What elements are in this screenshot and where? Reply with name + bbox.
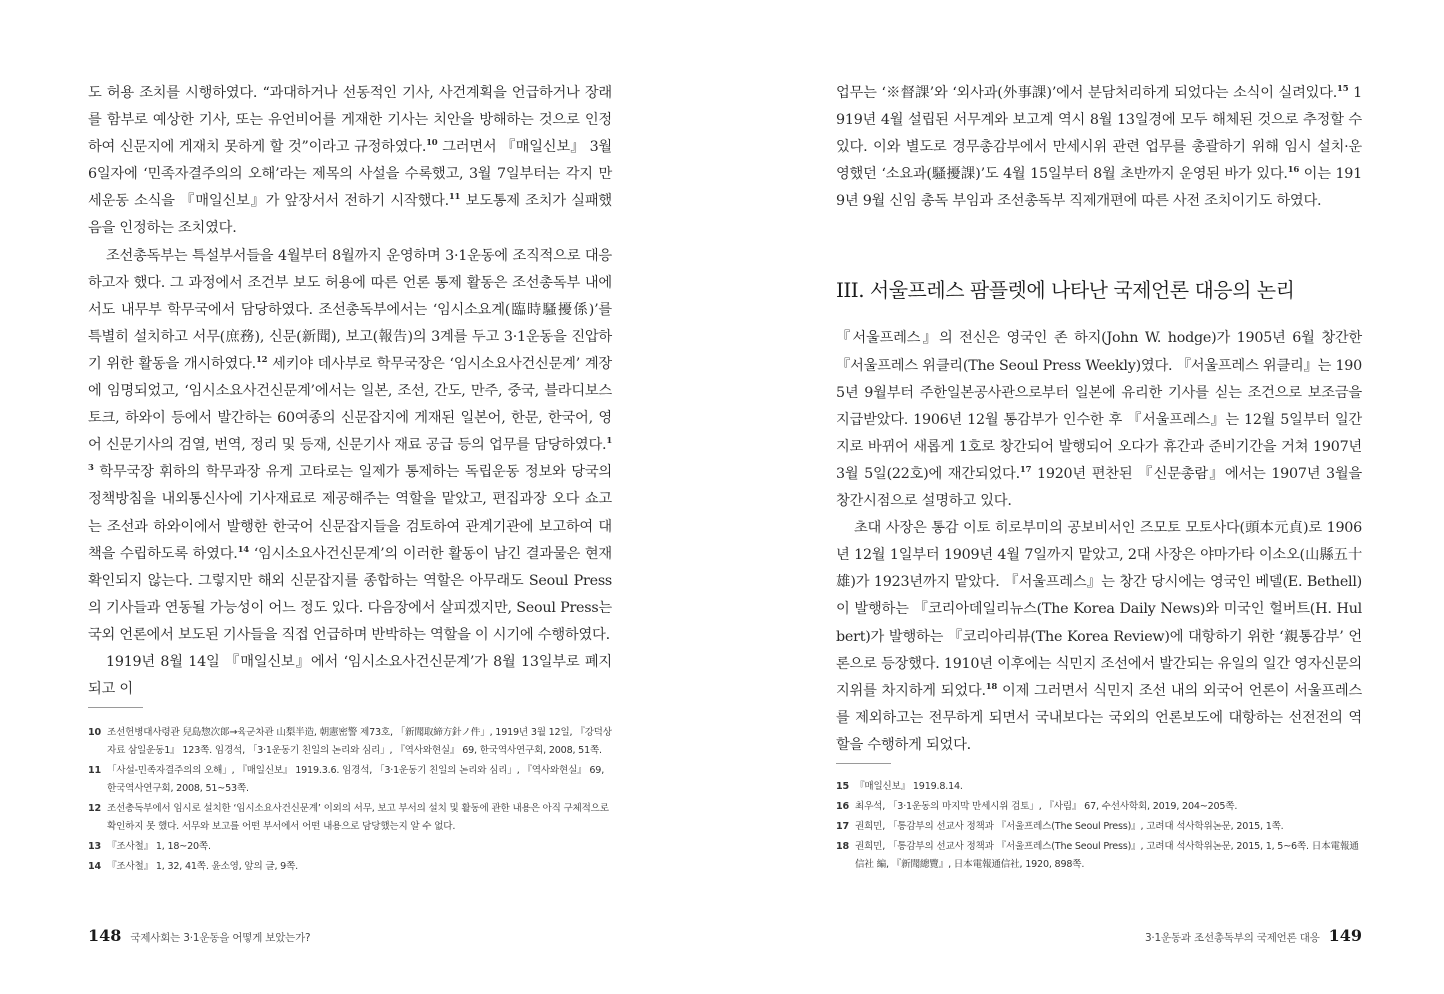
footnote-ref[interactable]: 12 bbox=[255, 355, 268, 366]
footnote bbox=[88, 724, 612, 760]
footnote bbox=[88, 762, 612, 798]
footnote-text: 권희민, 「통감부의 선교사 정책과 『서울프레스(The Seoul Press)』, 고려대 석사학위논문, 2015, 1, 5~6쪽. 日本電報通信社 編, 『新聞總覽』, 日本電報通信社, 1920, 898쪽. bbox=[855, 841, 1359, 870]
footnote-text: 최우석, 「3·1운동의 마지막 만세시위 검토」, 『사림』 67, 수선사학회, 2019, 204~205쪽. bbox=[855, 801, 1238, 812]
paragraph bbox=[88, 243, 612, 649]
text-run: 보도통제 조치가 실패했음을 인정하는 조치였다. bbox=[88, 193, 612, 237]
text-run: 학무국장 휘하의 학무과장 유게 고타로는 일제가 통제하는 독립운동 정보와 당국의 정책방침을 내외통신사에 기사재료로 제공해주는 역할을 맡았고, 편집과장 오다 쇼고는 조선과 하와이에서 발행한 한국어 신문잡지들을 검토하여 관계기관에 보고하여 대책을 수립하도록 하였다. bbox=[88, 464, 612, 562]
footnote-text: 권희민, 「통감부의 선교사 정책과 『서울프레스(The Seoul Press)』, 고려대 석사학위논문, 2015, 1쪽. bbox=[855, 821, 1284, 832]
footnote-ref[interactable]: 15 bbox=[1337, 84, 1349, 95]
footnote-ref[interactable]: 17 bbox=[1019, 465, 1032, 476]
text-run: 조선총독부는 특설부서들을 4월부터 8월까지 운영하며 3·1운동에 조직적으로 대응하고자 했다. 그 과정에서 조건부 보도 허용에 따른 언론 통제 활동은 조선총독부 내에서도 내무부 학무국에서 담당하였다. 조선총독부에서는 ‘임시소요계(臨時騷擾係)’를 특별히 설치하고 서무(庶務), 신문(新聞), 보고(報告)의 3계를 두고 3·1운동을 진압하기 위한 활동을 개시하였다. bbox=[88, 247, 612, 372]
footnote-text: 조선헌병대사령관 兒島惣次郞→육군차관 山梨半造, 朝憲密警 제73호, 「新聞取締方針ノ件」, 1919년 3월 12일, 『강덕상자료 삼일운동1』 123쪽. 임경석, 「3·1운동기 친일의 논리와 심리」, 『역사와현실』 69, 한국역사연구회, 2008, 51쪽. bbox=[107, 727, 612, 756]
paragraph bbox=[88, 80, 612, 243]
text-run: 이는 1919년 9월 신임 총독 부임과 조선총독부 직제개편에 따른 사전 조치이기도 하였다. bbox=[836, 166, 1362, 210]
footnote-ref[interactable]: 16 bbox=[1287, 165, 1300, 176]
footnote bbox=[836, 838, 1362, 874]
right-body-text bbox=[836, 80, 1362, 759]
footnote-number: 10 bbox=[88, 727, 101, 738]
footnote-number: 14 bbox=[88, 861, 101, 872]
text-run: 초대 사장은 통감 이토 히로부미의 공보비서인 즈모토 모토사다(頭本元貞)로 1906년 12월 1일부터 1909년 4월 7일까지 맡았고, 2대 사장은 야마가타 이소오(山縣五十雄)가 1923년까지 맡았다. 『서울프레스』는 창간 당시에는 영국인 베델(E. Bethell)이 발행하는 『코리아데일리뉴스(The Korea Daily News)와 미국인 헐버트(H. Hulbert)가 발행하는 『코리아리뷰(The Korea Review)에 대항하기 위한 ‘親통감부’ 언론으로 등장했다. 1910년 이후에는 식민지 조선에서 발간되는 유일의 일간 영자신문의 지위를 차지하게 되었다. bbox=[836, 520, 1362, 699]
footnote bbox=[836, 798, 1362, 816]
running-head: 국제사회는 3·1운동을 어떻게 보았는가? bbox=[130, 932, 311, 944]
right-footnotes bbox=[836, 778, 1362, 876]
right-footer bbox=[1145, 926, 1362, 948]
paragraph bbox=[88, 649, 612, 703]
footnote-number: 16 bbox=[836, 801, 849, 812]
footnote-text: 『조사철』 1, 18~20쪽. bbox=[107, 841, 211, 852]
page-number: 149 bbox=[1328, 926, 1362, 945]
footnote-text: 「사설-민족자결주의의 오해」, 『매일신보』 1919.3.6. 임경석, 「3·1운동기 친일의 논리와 심리」, 『역사와현실』 69, 한국역사연구회, 2008, 51~53쪽. bbox=[107, 765, 605, 794]
section-heading: III. 서울프레스 팜플렛에 나타난 국제언론 대응의 논리 bbox=[836, 278, 1295, 303]
left-footer bbox=[88, 926, 310, 948]
right-body-bottom bbox=[836, 325, 1362, 759]
paragraph bbox=[836, 515, 1362, 759]
footnote bbox=[836, 778, 1362, 796]
footnote-number: 17 bbox=[836, 821, 849, 832]
text-run: 도 허용 조치를 시행하였다. “과대하거나 선동적인 기사, 사건계획을 언급하거나 장래를 함부로 예상한 기사, 또는 유언비어를 게재한 기사는 치안을 방해하는 것으로 인정하여 신문지에 게재치 못하게 할 것”이라고 규정하였다. bbox=[88, 85, 612, 156]
footnote-text: 『조사철』 1, 32, 41쪽. 윤소영, 앞의 글, 9쪽. bbox=[107, 861, 298, 872]
text-run: 업무는 ‘※督課’와 ‘외사과(外事課)’에서 분담처리하게 되었다는 소식이 실려있다. bbox=[836, 85, 1338, 101]
page-number: 148 bbox=[88, 926, 122, 945]
paragraph bbox=[836, 80, 1362, 215]
footnote-text: 『매일신보』 1919.8.14. bbox=[855, 781, 963, 792]
text-run: 세키야 데사부로 학무국장은 ‘임시소요사건신문계’ 계장에 임명되었고, ‘임시소요사건신문계’에서는 일본, 조선, 간도, 만주, 중국, 블라디보스토크, 하와이 등에서 발간하는 60여종의 신문잡지에 게재된 일본어, 한문, 한국어, 영어 신문기사의 검열, 번역, 정리 및 등재, 신문기사 재료 공급 등의 업무를 담당하였다. bbox=[88, 355, 612, 454]
footnote bbox=[88, 800, 612, 836]
paragraph bbox=[836, 325, 1362, 515]
left-footnotes bbox=[88, 724, 612, 878]
text-run: 1919년 8월 14일 『매일신보』에서 ‘임시소요사건신문계’가 8월 13일부로 폐지되고 이 bbox=[88, 653, 612, 698]
footnote-number: 11 bbox=[88, 765, 101, 776]
text-run: 1920년 편찬된 『신문총람』에서는 1907년 3월을 창간시점으로 설명하고 있다. bbox=[836, 465, 1362, 510]
footnote-ref[interactable]: 10 bbox=[426, 138, 438, 149]
footnote-divider bbox=[88, 707, 143, 708]
text-run: 『서울프레스』의 전신은 영국인 존 하지(John W. hodge)가 1905년 6월 창간한 『서울프레스 위클리(The Seoul Press Weekly)였다. 『서울프레스 위클리』는 1905년 9월부터 주한일본공사관으로부터 일본에 유리한 기사를 싣는 조건으로 보조금을 지급받았다. 1906년 12월 통감부가 인수한 후 『서울프레스』는 12월 5일부터 일간지로 바뀌어 새롭게 1호로 창간되어 발행되어 오다가 휴간과 준비기간을 거쳐 1907년 3월 5일(22호)에 재간되었다. bbox=[836, 330, 1362, 482]
footnote-number: 18 bbox=[836, 841, 849, 852]
footnote bbox=[88, 838, 612, 856]
text-run: ‘임시소요사건신문계’의 이러한 활동이 남긴 결과물은 현재 확인되지 않는다. 그렇지만 해외 신문잡지를 종합하는 역할은 아무래도 Seoul Press의 기사들과 연동될 가능성이 어느 정도 있다. 다음장에서 살피겠지만, Seoul Press는 국외 언론에서 보도된 기사들을 직접 언급하며 반박하는 역할을 이 시기에 수행하였다. bbox=[88, 545, 612, 643]
footnote-number: 15 bbox=[836, 781, 849, 792]
text-run: 1919년 4월 설립된 서무계와 보고계 역시 8월 13일경에 모두 해체된 것으로 추정할 수 있다. 이와 별도로 경무총감부에서 만세시위 관련 업무를 총괄하기 위해 임시 설치·운영했던 ‘소요과(騷擾課)’도 4월 15일부터 8월 초반까지 운영된 바가 있다. bbox=[836, 85, 1362, 183]
right-body-top bbox=[836, 80, 1362, 215]
footnote-ref[interactable]: 13 bbox=[88, 436, 612, 474]
footnote-ref[interactable]: 18 bbox=[985, 681, 998, 692]
left-body-text bbox=[88, 80, 612, 703]
footnote-number: 13 bbox=[88, 841, 101, 852]
footnote-ref[interactable]: 11 bbox=[448, 192, 461, 203]
right-page bbox=[722, 0, 1444, 994]
footnote-divider bbox=[836, 763, 891, 764]
footnote bbox=[836, 818, 1362, 836]
footnote-number: 12 bbox=[88, 803, 101, 814]
running-head: 3·1운동과 조선총독부의 국제언론 대응 bbox=[1144, 932, 1320, 944]
text-run: 그러면서 『매일신보』 3월 6일자에 ‘민족자결주의의 오해’라는 제목의 사설을 수록했고, 3월 7일부터는 각지 만세운동 소식을 『매일신보』가 앞장서서 전하기 시작했다. bbox=[88, 139, 612, 210]
footnote bbox=[88, 858, 612, 876]
footnote-text: 조선총독부에서 임시로 설치한 ‘임시소요사건신문계’ 이외의 서무, 보고 부서의 설치 및 활동에 관한 내용은 아직 구체적으로 확인하지 못 했다. 서무와 보고를 어떤 부서에서 어떤 내용으로 담당했는지 알 수 없다. bbox=[107, 803, 609, 832]
text-run: 이제 그러면서 식민지 조선 내의 외국어 언론이 서울프레스를 제외하고는 전무하게 되면서 국내보다는 국외의 언론보도에 대항하는 선전전의 역할을 수행하게 되었다. bbox=[836, 682, 1362, 753]
footnote-ref[interactable]: 14 bbox=[237, 544, 249, 555]
